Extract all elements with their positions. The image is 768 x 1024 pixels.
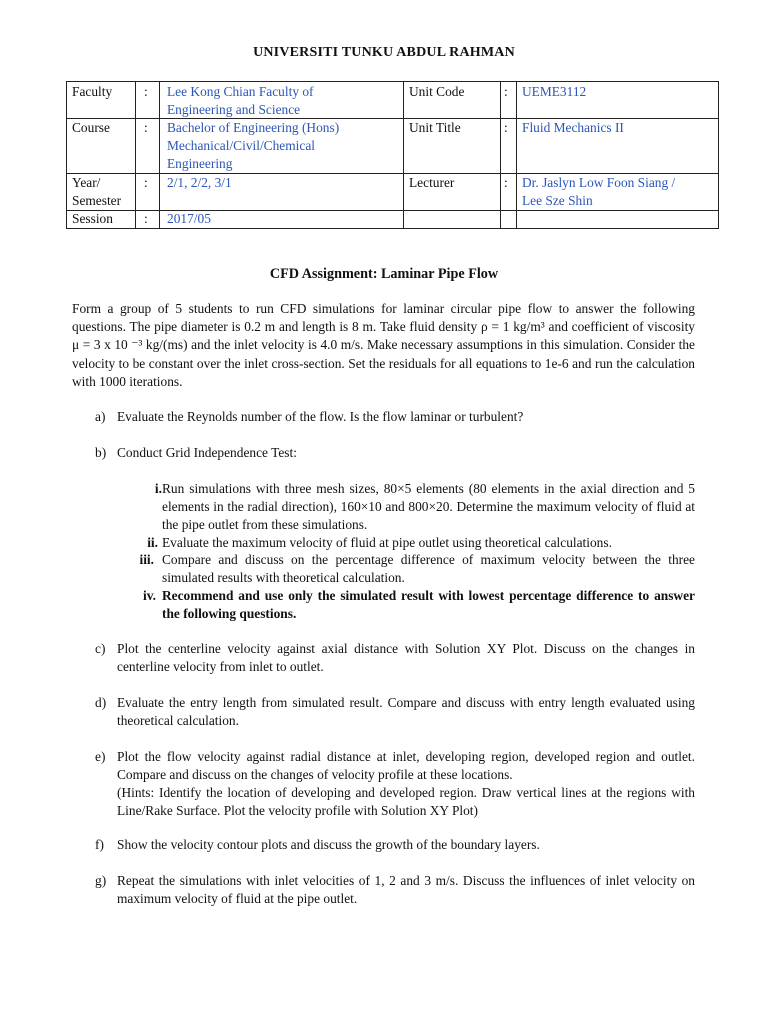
course-colon: : bbox=[144, 120, 148, 135]
assignment-intro: Form a group of 5 students to run CFD simulations for laminar circular pipe flow to answer the following questions. The pipe diameter is 0.2 m and length is 8 m. Take fluid density ρ = 1 kg/m³ and coefficient of viscosity μ = 3 x 10 ⁻³ kg/(ms) and the inlet velocity is 4.0 m/s. Make necessary assumptions in this simulation. Consider the velocity to be constant over the inlet cross-section. Set the residuals for all equations to 1e-6 and run the calculation with 1000 iterations. bbox=[72, 301, 695, 389]
subitem-ii: ii. Evaluate the maximum velocity of fluid at pipe outlet using theoretical calculations. bbox=[147, 535, 612, 550]
lecturer-label: Lecturer bbox=[409, 175, 455, 190]
session-label: Session bbox=[72, 211, 113, 226]
year-semester-value: 2/1, 2/2, 3/1 bbox=[167, 175, 232, 190]
course-label: Course bbox=[72, 120, 110, 135]
year-semester-label: Year/ Semester bbox=[72, 175, 122, 208]
course-value: Bachelor of Engineering (Hons) Mechanical/Civil/Chemical Engineering bbox=[167, 120, 340, 171]
question-e: e) Plot the flow velocity against radial distance at inlet, developing region, developed region and outlet. Compare and discuss on the changes of velocity profile at these locations. (Hints: Identify the location of developing and developed region. Draw vertical lines at the regions with Line/Rake Surface. Plot the velocity profile with Solution XY Plot) bbox=[95, 749, 695, 818]
question-f: f) Show the velocity contour plots and discuss the growth of the boundary layers. bbox=[95, 837, 540, 852]
unit-title-label: Unit Title bbox=[409, 120, 461, 135]
unit-code-value: UEME3112 bbox=[522, 84, 587, 99]
course-info-table bbox=[66, 81, 719, 228]
lecturer-value: Dr. Jaslyn Low Foon Siang / Lee Sze Shin bbox=[522, 175, 676, 208]
subitem-iii: iii. Compare and discuss on the percentage difference of maximum velocity between the three simulated results with theoretical calculation. bbox=[139, 552, 695, 585]
question-a: a) Evaluate the Reynolds number of the flow. Is the flow laminar or turbulent? bbox=[95, 409, 524, 424]
faculty-label: Faculty bbox=[72, 84, 113, 99]
question-c: c) Plot the centerline velocity against axial distance with Solution XY Plot. Discuss on the changes in centerline velocity from inlet to outlet. bbox=[95, 641, 695, 674]
unit-code-colon: : bbox=[504, 84, 508, 99]
year-colon: : bbox=[144, 175, 148, 190]
question-b: b) Conduct Grid Independence Test: bbox=[95, 445, 297, 460]
unit-code-label: Unit Code bbox=[409, 84, 465, 99]
question-e-hint: (Hints: Identify the location of developing and developed region. Draw vertical lines at the regions with Line/Rake Surface. Plot the velocity profile with Solution XY Plot) bbox=[117, 785, 695, 818]
university-heading: UNIVERSITI TUNKU ABDUL RAHMAN bbox=[253, 45, 515, 60]
subitem-i: i. Run simulations with three mesh sizes, 80×5 elements (80 elements in the axial direction and 5 elements in the radial direction), 160×10 and 800×20. Determine the maximum velocity of fluid at the pipe outlet from these simulations. bbox=[154, 481, 695, 532]
subitem-iv: iv. Recommend and use only the simulated result with lowest percentage difference to answer the following questions. bbox=[142, 588, 695, 621]
unit-title-colon: : bbox=[504, 120, 508, 135]
session-colon: : bbox=[144, 211, 148, 226]
faculty-value: Lee Kong Chian Faculty of Engineering and Science bbox=[167, 84, 314, 117]
question-d: d) Evaluate the entry length from simulated result. Compare and discuss with entry length evaluated using theoretical calculation. bbox=[95, 695, 695, 728]
question-g: g) Repeat the simulations with inlet velocities of 1, 2 and 3 m/s. Discuss the influences of inlet velocity on maximum velocity of fluid at the pipe outlet. bbox=[95, 873, 695, 906]
lecturer-colon: : bbox=[504, 175, 508, 190]
faculty-colon: : bbox=[144, 84, 148, 99]
assignment-title: CFD Assignment: Laminar Pipe Flow bbox=[269, 266, 499, 282]
unit-title-value: Fluid Mechanics II bbox=[522, 120, 624, 135]
session-value: 2017/05 bbox=[167, 211, 211, 226]
